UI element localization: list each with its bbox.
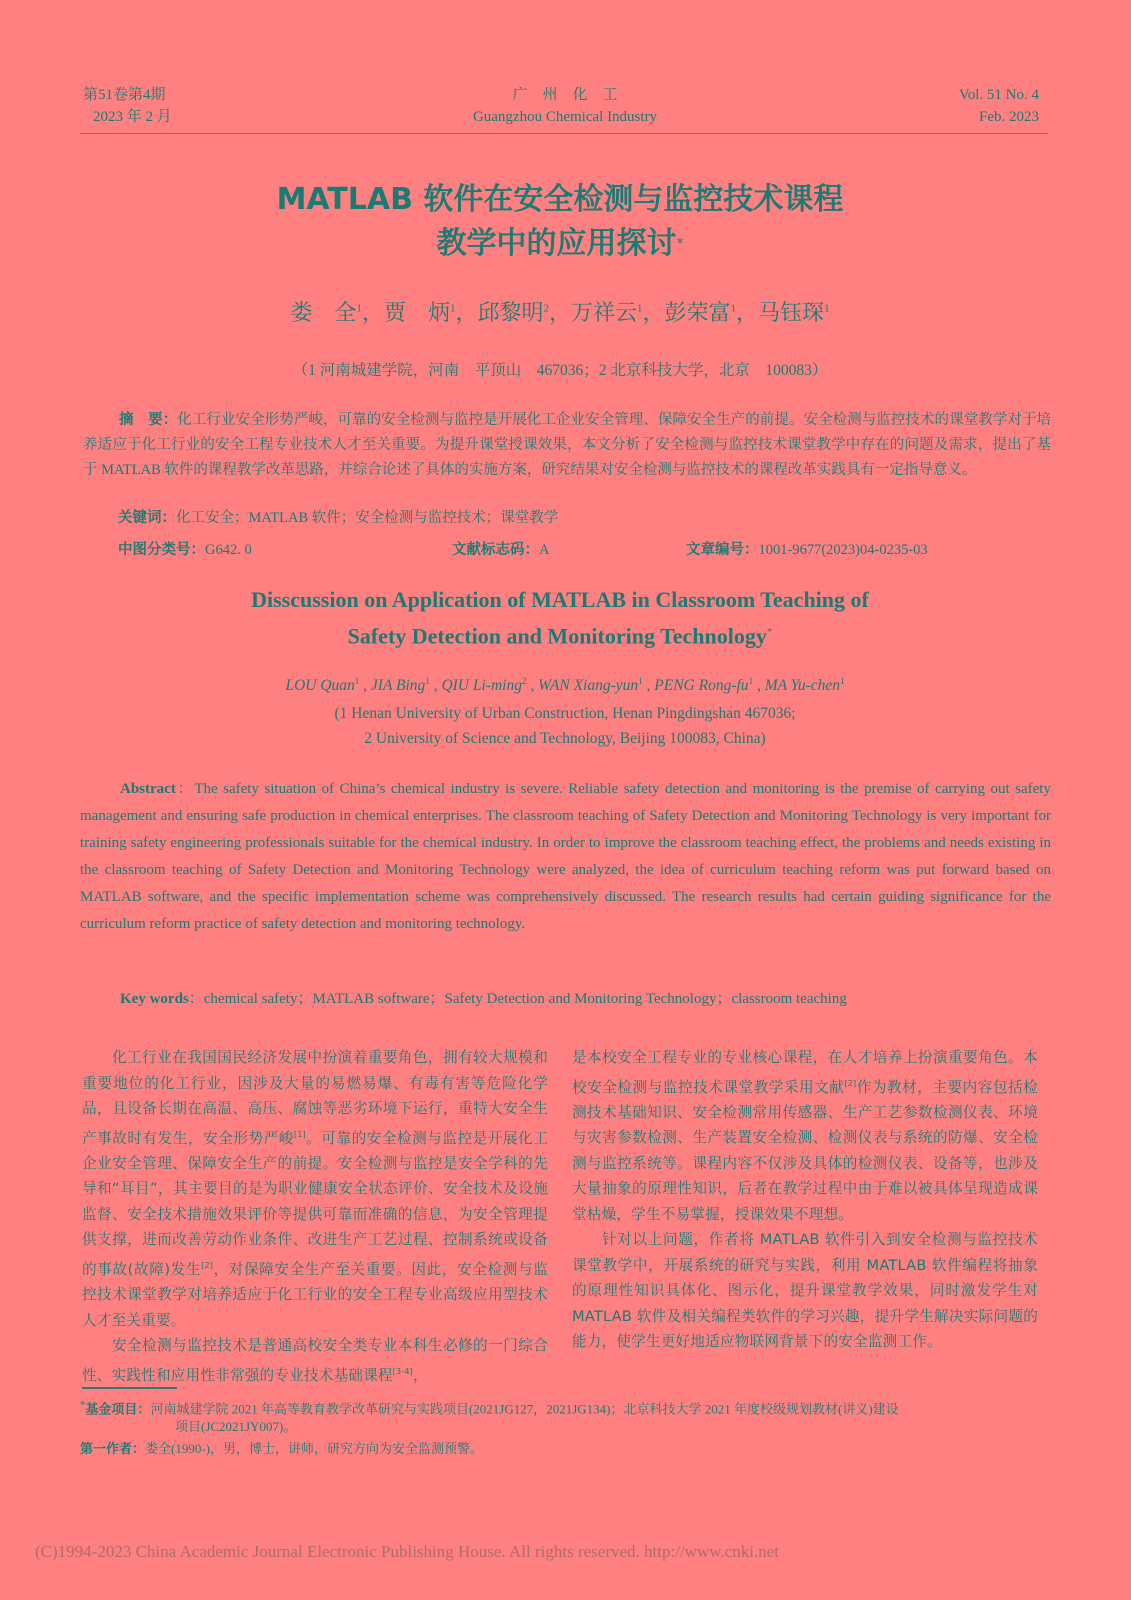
author-cn [384, 300, 456, 325]
journal-name-cn: 广 州 化 工 [512, 87, 618, 103]
body-column-right [572, 1045, 1038, 1355]
author-affil-sup: 1 [730, 302, 737, 315]
funding-text: 河南城建学院 2021 年高等教育教学改革研究与实践项目(2021JG127，2021JG134)；北京科技大学 2021 年度校级规划教材(讲义)建设 [150, 1401, 899, 1417]
author-affil-sup: 1 [748, 676, 754, 686]
author-affil-sup: 2 [521, 676, 527, 686]
date-en: Feb. 2023 [979, 109, 1039, 125]
author-name: PENG Rong-fu [654, 677, 749, 695]
author-name: JIA Bing [370, 677, 426, 695]
journal-issue-info [83, 84, 283, 128]
author-name: 邱黎明 [477, 300, 544, 325]
title-cn-line2: 教学中的应用探讨 [436, 226, 677, 261]
affiliation-cn: （1 河南城建学院，河南 平顶山 467036；2 北京科技大学，北京 100083） [292, 362, 828, 379]
author-name: QIU Li-ming [441, 677, 522, 695]
keywords-en [120, 987, 1055, 1008]
authors-en: LOU Quan$^1$ , JIA Bing$^1$ , QIU Li-ming$^2$ , WAN Xiang-yun$^1$ , PENG Rong-$fu^1$ , MA Yu-chen$^1$ [285, 676, 845, 695]
footnote-funding-cont: 项目(JC2021JY007)。 [175, 1419, 297, 1434]
author-cn [665, 300, 737, 325]
author-name: MA Yu-chen [764, 677, 841, 695]
title-cn-footnote-mark: * [676, 236, 684, 252]
title-en-footnote-mark: * [766, 626, 773, 638]
title-en-line2-wrap [120, 616, 1000, 652]
author-en [538, 677, 643, 694]
doc-code-value: A [539, 542, 550, 558]
journal-name [400, 84, 730, 128]
text-run: ，对保障安全生产至关重要。因此，安全检测与监控技术课堂教学对培养适应于化工行业的安全工程专业高级应用型技术人才至关重要。 [82, 1260, 548, 1329]
title-cn-line2-wrap [120, 222, 1000, 266]
author-affil-sup: 1 [638, 676, 643, 686]
paragraph: 针对以上问题，作者将 MATLAB 软件引入到安全检测与监控技术课堂教学中，开展系统的研究与实践，利用 MATLAB 软件编程将抽象的原理性知识具体化、图示化，提升课堂教学效果，同时激发学生对 MATLAB 软件及相关编程类软件的学习兴趣，提升学生解决实际问题的能力，使学生更好地适应物联网背景下的安全监测工作。 [572, 1231, 1038, 1351]
text-run: 作为教材，主要内容包括检测技术基础知识、安全检测常用传感器、生产工艺参数检测仪表、环境与灾害参数检测、生产装置安全检测、检测仪表与系统的防爆、安全检测与监控系统等。课程内容不仅涉及具体的检测仪表、设备等，也涉及大量抽象的原理性知识，后者在教学过程中由于难以被具体呈现造成课堂枯燥，学生不易掌握，授课效果不理想。 [572, 1078, 1038, 1223]
author-affil-sup: 1 [637, 302, 643, 315]
author-affil-sup: 1 [840, 676, 845, 686]
document-code [452, 538, 549, 559]
body-column-left [82, 1045, 548, 1388]
author-cn [477, 300, 549, 325]
funding-label: 基金项目： [85, 1402, 151, 1418]
author-name: 马钰琛 [758, 300, 825, 325]
author-en [654, 677, 753, 694]
title-en [120, 584, 1000, 652]
footnote-mark: * [80, 1399, 86, 1411]
author-name: 彭荣富 [664, 300, 731, 325]
author-affil-sup: 1 [356, 302, 362, 315]
author-en [285, 677, 359, 694]
author-name: LOU Quan [285, 677, 355, 695]
author-cn [758, 300, 830, 325]
citation-ref[interactable]: [3-4] [392, 1366, 413, 1376]
citation-ref[interactable]: [2] [844, 1078, 857, 1088]
header-divider [80, 133, 1048, 134]
article-number [686, 538, 928, 559]
author-affil-sup: 1 [425, 676, 430, 686]
abstract-en-sep: ： [175, 781, 195, 797]
doc-code-label: 文献标志码： [452, 542, 539, 558]
keywords-cn-text: 化工安全；MATLAB 软件；安全检测与监控技术；课堂教学 [176, 510, 559, 526]
author-affil-sup: 1 [824, 302, 830, 315]
author-en [765, 677, 845, 694]
text-run: ， [412, 1366, 428, 1384]
affiliation-en-line2: 2 University of Science and Technology, Beijing 100083, China) [364, 730, 766, 747]
footnote-divider [82, 1387, 177, 1389]
affiliation-en-line1: (1 Henan University of Urban Construction, Henan Pingdingshan 467036; [334, 705, 796, 722]
title-en-line2: Safety Detection and Monitoring Technology [347, 623, 767, 649]
abstract-en-text: The safety situation of China’s chemical industry is severe. Reliable safety detection and monitoring is the premise of carrying out safety management and ensuring safe production in chemical enterprises. The classroom teaching of Safety Detection and Monitoring Technology is very important for training safety engineering professionals suitable for the chemical industry. In order to improve the classroom teaching effect, the problems and needs existing in the classroom teaching of Safety Detection and Monitoring Technology were analyzed, the idea of curriculum teaching reform was put forward based on MATLAB software, and the specific implementation scheme was comprehensively discussed. The research results had certain guiding significance for the curriculum reform practice of safety detection and monitoring technology. [80, 781, 1051, 932]
text-run: 化工行业在我国国民经济发展中扮演着重要角色，拥有较大规模和重要地位的化工行业，因涉及大量的易燃易爆、有毒有害等危险化学品，且设备长期在高温、高压、腐蚀等恶劣环境下运行，重特大安全生产事故时有发生，安全形势严峻 [82, 1049, 548, 1147]
author-en [371, 677, 430, 694]
author-en [441, 677, 526, 694]
keywords-cn [118, 506, 1038, 527]
citation-ref[interactable]: [1] [293, 1129, 306, 1139]
text-run: 。可靠的安全检测与监控是开展化工企业安全管理、保障安全生产的前提。安全检测与监控是安全学科的先导和“耳目”，其主要目的是为职业健康安全状态评价、安全技术及设施监督、安全技术措施效果评价等提供可靠而准确的信息，为安全管理提供支撑，进而改善劳动作业条件、改进生产工艺过程、控制系统或设备的事故(故障)发生 [82, 1129, 548, 1278]
title-cn [120, 178, 1000, 266]
keywords-en-sep: ： [188, 991, 204, 1007]
volume-en: Vol. 51 No. 4 [958, 87, 1039, 103]
author-name: 贾 炳 [383, 300, 450, 325]
author-cn [290, 300, 362, 325]
abstract-cn [83, 408, 1051, 483]
article-no-label: 文章编号： [686, 542, 759, 558]
date-cn: 2023 年 2 月 [93, 109, 172, 125]
clc-number [118, 538, 252, 559]
first-author-label: 第一作者： [80, 1442, 146, 1457]
text-run: 安全检测与监控技术是普通高校安全类专业本科生必修的一门综合性、实践性和应用性非常强的专业技术基础课程 [82, 1337, 548, 1384]
paragraph [82, 1045, 548, 1333]
author-name: 娄 全 [290, 300, 357, 325]
author-affil-sup: 2 [543, 302, 549, 315]
title-cn-line1: MATLAB 软件在安全检测与监控技术课程 [276, 182, 844, 217]
abstract-cn-text: 化工行业安全形势严峻，可靠的安全检测与监控是开展化工企业安全管理、保障安全生产的前提。安全检测与监控技术的课堂教学对于培养适应于化工行业的安全工程专业技术人才至关重要。为提升课堂授课效果，本文分析了安全检测与监控技术课堂教学中存在的问题及需求，提出了基于 MATLAB 软件的课程教学改革思路，并综合论述了具体的实施方案，研究结果对安全检测与监控技术的课程改革实践具有一定指导意义。 [83, 412, 1052, 478]
author-cn [571, 300, 643, 325]
paragraph [82, 1333, 548, 1388]
author-name: 万祥云 [571, 300, 638, 325]
clc-label: 中图分类号： [118, 542, 205, 558]
copyright-watermark: (C)1994-2023 China Academic Journal Electronic Publishing House. All rights reserved. http://www.cnki.net [35, 1542, 779, 1561]
journal-volume-info [839, 84, 1039, 128]
first-author-text: 娄全(1990-)，男，博士，讲师，研究方向为安全监测预警。 [145, 1441, 484, 1456]
citation-ref[interactable]: [2] [201, 1260, 214, 1270]
title-en-line1: Disscussion on Application of MATLAB in Classroom Teaching of [251, 587, 869, 612]
authors-cn: 娄 全$^1$，贾 炳$^1$，邱黎明$^2$，万祥云$^1$，彭荣富$^1$，马钰琛$^1$ [290, 300, 830, 325]
keywords-en-text: chemical safety；MATLAB software；Safety Detection and Monitoring Technology；classroom teaching [203, 991, 847, 1007]
journal-name-en: Guangzhou Chemical Industry [472, 109, 658, 125]
affiliation-en [90, 701, 1040, 751]
abstract-en-label: Abstract [120, 781, 176, 797]
author-affil-sup: 1 [449, 302, 456, 315]
abstract-en [80, 776, 1051, 938]
footnote-first-author [80, 1438, 1055, 1461]
abstract-cn-label: 摘 要： [119, 412, 178, 428]
keywords-en-label: Key words [120, 991, 189, 1007]
author-affil-sup: 1 [354, 676, 360, 686]
clc-value: G642. 0 [205, 542, 252, 558]
article-no-value: 1001-9677(2023)04-0235-03 [758, 542, 928, 558]
keywords-cn-label: 关键词： [118, 510, 176, 526]
author-name: WAN Xiang-yun [538, 677, 639, 695]
text-run: 是本校安全工程专业的专业核心课程，在人才培养上扮演重要角色。本校安全检测与监控技术课堂教学采用文献 [572, 1049, 1038, 1096]
paragraph [572, 1045, 1038, 1227]
volume-issue-cn: 第51卷第4期 [83, 87, 166, 103]
